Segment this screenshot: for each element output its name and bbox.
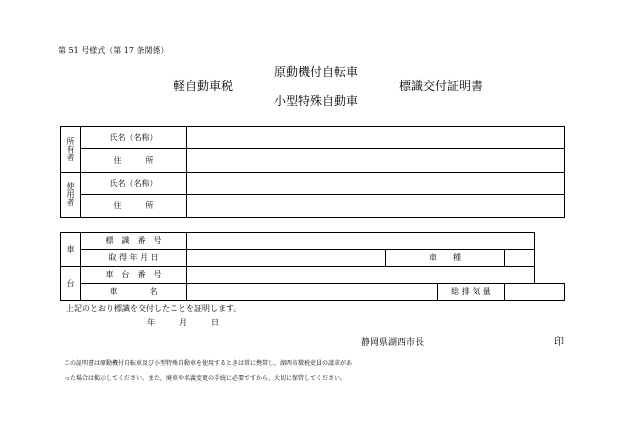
owner-address-label: 住 所 [81, 149, 187, 173]
owner-name-field[interactable] [187, 127, 565, 149]
vehicle-name-field[interactable] [187, 284, 438, 301]
title-small-special-vehicle: 小型特殊自動車 [274, 94, 359, 108]
title-moped: 原動機付自転車 [274, 65, 359, 79]
plate-number-label: 標 識 番 号 [81, 233, 187, 250]
user-name-field[interactable] [187, 173, 565, 195]
note-line-2: った場合は掲示してください。また，廃車や名義変更の手続に必要ですから，大切に保管してください。 [64, 375, 347, 382]
issue-date-line: 年 月 日 [147, 318, 219, 327]
acquired-date-label: 取 得 年 月 日 [81, 250, 187, 267]
chassis-number-field[interactable] [187, 267, 535, 284]
mayor-signature: 静岡県湖西市長 [361, 338, 425, 348]
title-light-vehicle-tax: 軽自動車税 [173, 79, 234, 93]
user-address-label: 住 所 [81, 195, 187, 218]
user-section-label: 使 用 者 [61, 173, 81, 218]
displacement-label: 総 排 気 量 [438, 284, 505, 301]
vehicle-table [60, 232, 565, 301]
certification-text: 上記のとおり標識を交付したことを証明します。 [66, 304, 242, 313]
note-line-1: この証明書は原動機付自転車及び小型特殊自動車を使用するときは常に携帯し，湖西市徴税吏員の請求があ [64, 360, 353, 367]
form-number: 第 51 号様式（第 17 条関係） [58, 46, 169, 55]
vehicle-name-label: 車 名 [81, 284, 187, 301]
acquired-date-field[interactable] [187, 250, 386, 267]
plate-number-field[interactable] [187, 233, 535, 250]
vehicle-side-label-top: 車 [61, 233, 81, 267]
displacement-field[interactable] [505, 284, 565, 301]
user-address-field[interactable] [187, 195, 565, 218]
seal-mark: 印 [554, 337, 564, 348]
vehicle-type-label: 車 種 [386, 250, 505, 267]
owner-name-label: 氏名（名称） [81, 127, 187, 149]
title-certificate: 標識交付証明書 [399, 79, 484, 93]
chassis-number-label: 車 台 番 号 [81, 267, 187, 284]
vehicle-side-label-bottom: 台 [61, 267, 81, 301]
vehicle-type-field[interactable] [505, 250, 535, 267]
user-name-label: 氏名（名称） [81, 173, 187, 195]
owner-section-label: 所 有 者 [61, 127, 81, 173]
owner-user-table [60, 126, 565, 218]
owner-address-field[interactable] [187, 149, 565, 173]
